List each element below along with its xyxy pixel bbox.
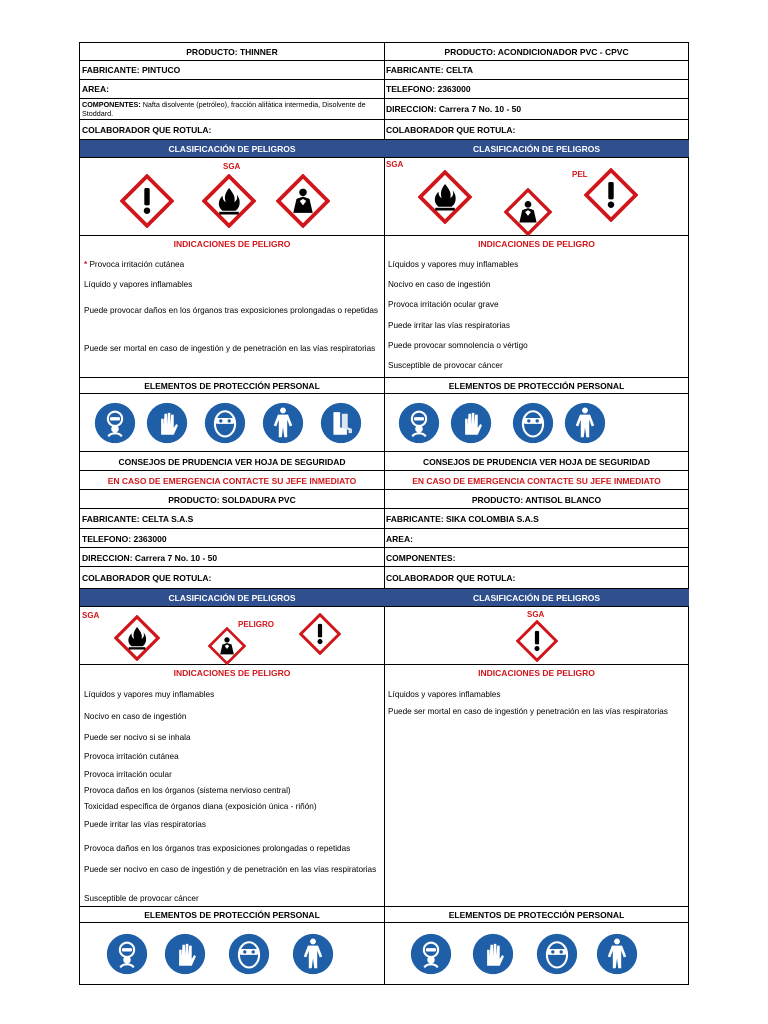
thinner-emergency-row: [80, 471, 384, 490]
soldadura-sga-label: SGA: [82, 611, 100, 620]
acondicionador-product: PRODUCTO: ACONDICIONADOR PVC - CPVC: [444, 47, 629, 57]
hazard-statement: Líquidos y vapores muy inflamables: [388, 260, 519, 269]
acondicionador-sga-label: SGA: [386, 160, 404, 169]
acondicionador-emergency: EN CASO DE EMERGENCIA CONTACTE SU JEFE INMEDIATO: [412, 476, 661, 486]
column-right: [384, 43, 689, 984]
protective-suit-icon: [262, 402, 304, 444]
thinner-indications-title: INDICACIONES DE PELIGRO: [173, 239, 291, 249]
antisol-product: PRODUCTO: ANTISOL BLANCO: [471, 495, 602, 505]
flame-pictogram-icon: [202, 174, 256, 228]
acondicionador-labeler-row: [384, 120, 689, 140]
hazard-statement: Provoca daños en los órganos tras exposiciones prolongadas o repetidas: [84, 844, 351, 853]
thinner-pictograms: [80, 158, 384, 236]
thinner-advice: CONSEJOS DE PRUDENCIA VER HOJA DE SEGURIDAD: [118, 457, 346, 467]
hazard-statement: Líquidos y vapores inflamables: [388, 690, 501, 699]
safety-boots-icon: [320, 402, 362, 444]
acondicionador-advice: CONSEJOS DE PRUDENCIA VER HOJA DE SEGURIDAD: [422, 457, 651, 467]
acondicionador-pictograms: [384, 158, 689, 236]
acondicionador-address-row: [384, 99, 689, 120]
hazard-statement: Susceptible de provocar cáncer: [388, 361, 503, 370]
antisol-ppe-header: [384, 907, 689, 923]
antisol-hazard-class-header: [384, 589, 689, 607]
health-hazard-pictogram-icon: [208, 627, 246, 665]
antisol-hazard-statements: [384, 665, 689, 907]
soldadura-labeler: COLABORADOR QUE ROTULA:: [82, 573, 212, 583]
components-label: COMPONENTES:: [82, 100, 141, 109]
thinner-hazard-statements: [80, 236, 384, 378]
gloves-icon: [472, 933, 514, 975]
thinner-ppe-header: [80, 378, 384, 394]
goggles-icon: [512, 402, 554, 444]
hazard-statement: Puede ser nocivo en caso de ingestión y de penetración en las vías respiratorias: [84, 865, 377, 874]
antisol-components: COMPONENTES:: [386, 553, 456, 563]
hazard-statement: Puede provocar somnolencia o vértigo: [388, 341, 528, 350]
thinner-area: AREA:: [82, 84, 109, 94]
hazard-statement: Provoca daños en los órganos (sistema nervioso central): [84, 786, 291, 795]
antisol-pictograms: [384, 607, 689, 665]
label-sheet: [79, 42, 689, 985]
antisol-indications-title: INDICACIONES DE PELIGRO: [478, 668, 595, 678]
antisol-manufacturer: FABRICANTE: SIKA COLOMBIA S.A.S: [386, 514, 539, 524]
respirator-mask-icon: [94, 402, 136, 444]
column-left: [80, 43, 385, 984]
soldadura-manufacturer-row: [80, 509, 384, 529]
thinner-emergency: EN CASO DE EMERGENCIA CONTACTE SU JEFE INMEDIATO: [107, 476, 357, 486]
acondicionador-manufacturer-row: [384, 61, 689, 80]
soldadura-ppe-title: ELEMENTOS DE PROTECCIÓN PERSONAL: [144, 910, 320, 920]
thinner-manufacturer: FABRICANTE: PINTUCO: [82, 65, 181, 75]
hazard-statement: Puede ser mortal en caso de ingestión y de penetración en las vías respiratorias: [84, 344, 376, 353]
hazard-statement: Nocivo en caso de ingestión: [84, 712, 187, 721]
acondicionador-hazard-statements: [384, 236, 689, 378]
thinner-product: PRODUCTO: THINNER: [186, 47, 278, 57]
antisol-hazard-class-title: CLASIFICACIÓN DE PELIGROS: [472, 593, 601, 603]
soldadura-phone: TELEFONO: 2363000: [82, 534, 167, 544]
antisol-sga-label: SGA: [527, 610, 545, 619]
soldadura-product-row: [80, 490, 384, 509]
thinner-components-row: [80, 99, 384, 120]
hazard-statement: Puede provocar daños en los órganos tras exposiciones prolongadas o repetidas: [84, 306, 379, 315]
soldadura-address: DIRECCION: Carrera 7 No. 10 - 50: [82, 553, 218, 563]
hazard-statement: Puede ser nocivo si se inhala: [84, 733, 191, 742]
gloves-icon: [450, 402, 492, 444]
health-hazard-pictogram-icon: [504, 188, 552, 236]
thinner-hazard-class-title: CLASIFICACIÓN DE PELIGROS: [168, 144, 296, 154]
antisol-ppe-title: ELEMENTOS DE PROTECCIÓN PERSONAL: [448, 910, 625, 920]
acondicionador-phone: TELEFONO: 2363000: [386, 84, 471, 94]
soldadura-hazard-statements: [80, 665, 384, 907]
acondicionador-labeler: COLABORADOR QUE ROTULA:: [386, 125, 516, 135]
acondicionador-product-row: [384, 43, 689, 61]
soldadura-labeler-row: [80, 567, 384, 589]
soldadura-indications-title: INDICACIONES DE PELIGRO: [173, 668, 291, 678]
exclamation-pictogram-icon: [516, 620, 558, 662]
hazard-statement: Nocivo en caso de ingestión: [388, 280, 491, 289]
hazard-statement: Provoca irritación ocular grave: [388, 300, 499, 309]
acondicionador-phone-row: [384, 80, 689, 99]
antisol-components-row: [384, 548, 689, 567]
thinner-sga-label: SGA: [223, 162, 241, 171]
antisol-product-row: [384, 490, 689, 509]
thinner-ppe-icons: [80, 394, 384, 452]
goggles-icon: [228, 933, 270, 975]
acondicionador-ppe-icons: [384, 394, 689, 452]
gloves-icon: [164, 933, 206, 975]
acondicionador-hazard-class-title: CLASIFICACIÓN DE PELIGROS: [472, 144, 601, 154]
hazard-statement: Líquido y vapores inflamables: [84, 280, 193, 289]
thinner-product-row: [80, 43, 384, 61]
respirator-mask-icon: [398, 402, 440, 444]
acondicionador-ppe-title: ELEMENTOS DE PROTECCIÓN PERSONAL: [448, 381, 625, 391]
thinner-labeler: COLABORADOR QUE ROTULA:: [82, 125, 212, 135]
exclamation-pictogram-icon: [120, 174, 174, 228]
antisol-area-row: [384, 529, 689, 548]
hazard-statement: Provoca irritación ocular: [84, 770, 172, 779]
protective-suit-icon: [564, 402, 606, 444]
exclamation-pictogram-icon: [299, 613, 341, 655]
flame-pictogram-icon: [114, 615, 160, 661]
thinner-area-row: [80, 80, 384, 99]
gloves-icon: [146, 402, 188, 444]
acondicionador-ppe-header: [384, 378, 689, 394]
acondicionador-hazard-class-header: [384, 140, 689, 158]
hazard-statement: Líquidos y vapores muy inflamables: [84, 690, 215, 699]
thinner-hazard-class-header: [80, 140, 384, 158]
hazard-statement: Puede irritar las vías respiratorias: [84, 820, 206, 829]
soldadura-ppe-header: [80, 907, 384, 923]
soldadura-ppe-icons: [80, 923, 384, 985]
soldadura-danger-label: PELIGRO: [238, 620, 275, 629]
hazard-statement: Susceptible de provocar cáncer: [84, 894, 199, 903]
respirator-mask-icon: [106, 933, 148, 975]
soldadura-product: PRODUCTO: SOLDADURA PVC: [168, 495, 296, 505]
hazard-statement: * Provoca irritación cutánea: [84, 260, 185, 269]
protective-suit-icon: [292, 933, 334, 975]
soldadura-pictograms: [80, 607, 384, 665]
acondicionador-advice-row: [384, 452, 689, 471]
antisol-ppe-icons: [384, 923, 689, 985]
acondicionador-address: DIRECCION: Carrera 7 No. 10 - 50: [386, 104, 522, 114]
antisol-labeler-row: [384, 567, 689, 589]
acondicionador-pel-label: PEL: [572, 170, 588, 179]
thinner-ppe-title: ELEMENTOS DE PROTECCIÓN PERSONAL: [144, 381, 320, 391]
goggles-icon: [536, 933, 578, 975]
respirator-mask-icon: [410, 933, 452, 975]
acondicionador-emergency-row: [384, 471, 689, 490]
thinner-components: [82, 100, 382, 118]
health-hazard-pictogram-icon: [276, 174, 330, 228]
thinner-manufacturer-row: [80, 61, 384, 80]
thinner-labeler-row: [80, 120, 384, 140]
antisol-labeler: COLABORADOR QUE ROTULA:: [386, 573, 516, 583]
hazard-statement: Provoca irritación cutánea: [84, 752, 179, 761]
acondicionador-manufacturer: FABRICANTE: CELTA: [386, 65, 474, 75]
components-value: Nafta disolvente (petróleo), fracción alifática intermedia, Disolvente de Stoddard.: [82, 100, 366, 118]
thinner-advice-row: [80, 452, 384, 471]
soldadura-hazard-class-header: [80, 589, 384, 607]
soldadura-phone-row: [80, 529, 384, 548]
soldadura-hazard-class-title: CLASIFICACIÓN DE PELIGROS: [168, 593, 296, 603]
exclamation-pictogram-icon: [584, 168, 638, 222]
soldadura-manufacturer: FABRICANTE: CELTA S.A.S: [82, 514, 194, 524]
hazard-statement: Toxicidad específica de órganos diana (exposición única - riñón): [84, 802, 317, 811]
acondicionador-indications-title: INDICACIONES DE PELIGRO: [478, 239, 595, 249]
soldadura-address-row: [80, 548, 384, 567]
antisol-manufacturer-row: [384, 509, 689, 529]
asterisk-mark: *: [84, 260, 88, 269]
flame-pictogram-icon: [418, 170, 472, 224]
hazard-statement: Puede irritar las vías respiratorias: [388, 321, 510, 330]
protective-suit-icon: [596, 933, 638, 975]
antisol-area: AREA:: [386, 534, 413, 544]
hazard-statement: Puede ser mortal en caso de ingestión y penetración en las vías respiratorias: [388, 707, 668, 716]
goggles-icon: [204, 402, 246, 444]
